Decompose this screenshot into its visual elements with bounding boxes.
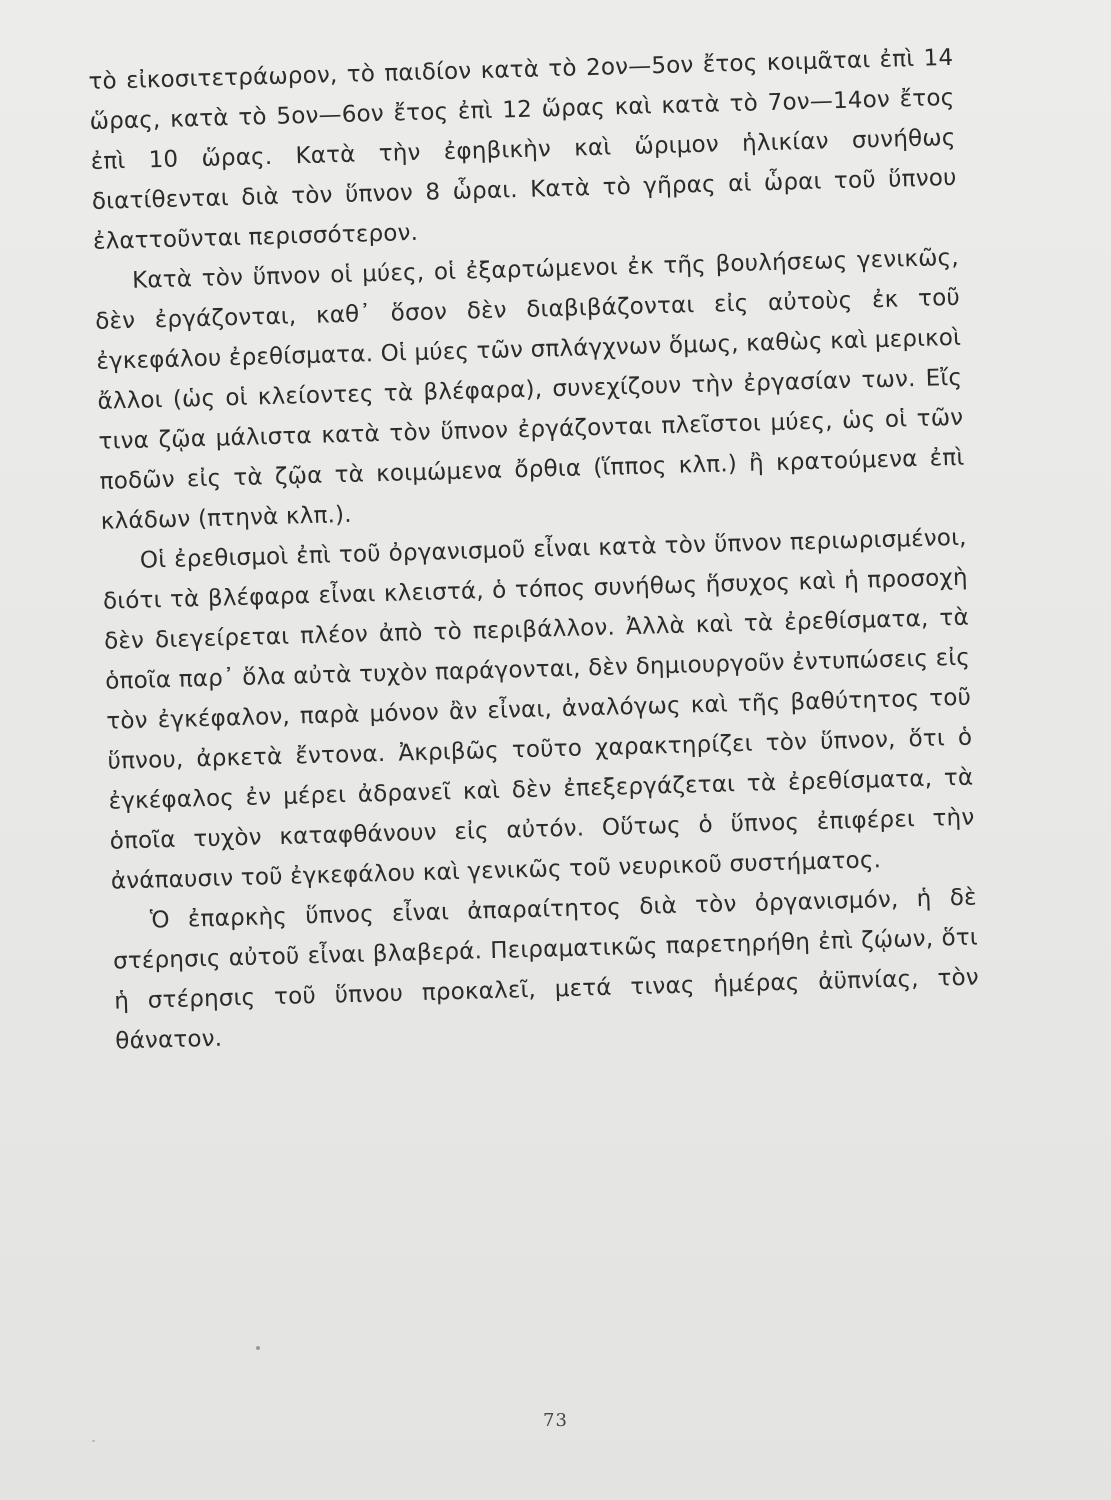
- paragraph-continued: τὸ εἰκοσιτετράωρον, τὸ παιδίον κατὰ τὸ 2ον—5ον ἔτος κοιμᾶται ἐπὶ 14 ὥρας, κατὰ τὸ 5ον—6ον ἔτος ἐπὶ 12 ὥρας καὶ κατὰ τὸ 7ον—14ον ἔτος ἐπὶ 10 ὥρας. Κατὰ τὴν ἐφηβικὴν καὶ ὥριμον ἡλικίαν συνήθως διατίθενται διὰ τὸν ὕπνον 8 ὧραι. Κατὰ τὸ γῆρας αἱ ὧραι τοῦ ὕπνου ἐλαττοῦνται περισσότερον.: [88, 44, 957, 255]
- paragraph-sleep-deprivation: Ὁ ἐπαρκὴς ὕπνος εἶναι ἀπαραίτητος διὰ τὸν ὀργανισμόν, ἡ δὲ στέρησις αὐτοῦ εἶναι βλαβερά. Πειραματικῶς παρετηρήθη ἐπὶ ζῴων, ὅτι ἡ στέρησις τοῦ ὕπνου προκαλεῖ, μετά τινας ἡμέρας ἀϋπνίας, τὸν θάνατον.: [112, 884, 980, 1055]
- paragraph-stimuli: Οἱ ἐρεθισμοὶ ἐπὶ τοῦ ὀργανισμοῦ εἶναι κατὰ τὸν ὕπνον περιωρισμένοι, διότι τὰ βλέφαρα εἶναι κλειστά, ὁ τόπος συνήθως ἥσυχος καὶ ἡ προσοχὴ δὲν διεγείρεται πλέον ἀπὸ τὸ περιβάλλον. Ἀλλὰ καὶ τὰ ἐρεθίσματα, τὰ ὁποῖα παρ᾽ ὅλα αὐτὰ τυχὸν παράγονται, δὲν δημιουργοῦν ἐντυπώσεις εἰς τὸν ἐγκέφαλον, παρὰ μόνον ἂν εἶναι, ἀναλόγως καὶ τῆς βαθύτητος τοῦ ὕπνου, ἀρκετὰ ἔντονα. Ἀκριβῶς τοῦτο χαρακτηρίζει τὸν ὕπνον, ὅτι ὁ ἐγκέφαλος ἐν μέρει ἀδρανεῖ καὶ δὲν ἐπεξεργάζεται τὰ ἐρεθίσματα, τὰ ὁποῖα τυχὸν καταφθάνουν εἰς αὐτόν. Οὕτως ὁ ὕπνος ἐπιφέρει τὴν ἀνάπαυσιν τοῦ ἐγκεφάλου καὶ γενικῶς τοῦ νευρικοῦ συστήματος.: [102, 524, 975, 895]
- paper-speck: [92, 1440, 95, 1442]
- paper-speck: [256, 1346, 260, 1350]
- paragraph-muscles: Κατὰ τὸν ὕπνον οἱ μύες, οἱ ἐξαρτώμενοι ἐκ τῆς βουλήσεως γενικῶς, δὲν ἐργάζονται, καθ᾽ ὅσον δὲν διαβιβάζονται εἰς αὐτοὺς ἐκ τοῦ ἐγκεφάλου ἐρεθίσματα. Οἱ μύες τῶν σπλάγχνων ὅμως, καθὼς καὶ μερικοὶ ἄλλοι (ὡς οἱ κλείοντες τὰ βλέφαρα), συνεχίζουν τὴν ἐργασίαν των. Εἴς τινα ζῷα μάλιστα κατὰ τὸν ὕπνον ἐργάζονται πλεῖστοι μύες, ὡς οἱ τῶν ποδῶν εἰς τὰ ζῷα τὰ κοιμώμενα ὄρθια (ἵππος κλπ.) ἢ κρατούμενα ἐπὶ κλάδων (πτηνὰ κλπ.).: [94, 244, 965, 535]
- page-number: 73: [543, 1410, 568, 1431]
- body-text: [88, 38, 981, 1062]
